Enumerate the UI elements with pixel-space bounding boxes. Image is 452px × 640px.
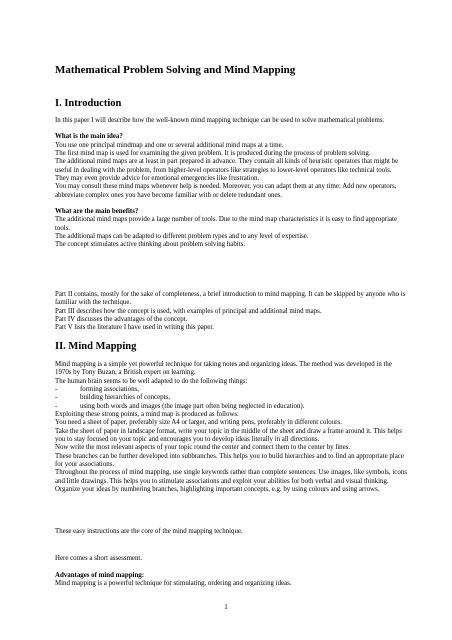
list-item: - building hierarchies of concepts, [55, 394, 170, 402]
advantages-paragraph: Mind mapping is a powerful technique for stimulating, ordering and organizing ideas. [55, 580, 292, 588]
mind-mapping-paragraph-3: Exploiting these strong points, a mind map is produced as follows: [55, 411, 239, 419]
main-idea-paragraph-3: The additional mind maps are at least in part prepared in advance. They contain all kinds of heuristic operators that might be useful in dealing with the problem, from higher-level operators like strategies to lower-level operators like technical tools. They may even provide advice for emotional emergencies like frustration. [55, 158, 399, 183]
mind-mapping-core-note: These easy instructions are the core of the mind mapping technique. [55, 528, 243, 535]
section-heading-introduction: I. Introduction [55, 98, 122, 109]
list-item: - forming associations, [55, 386, 139, 394]
introduction-body [55, 117, 407, 250]
mind-mapping-body [55, 361, 407, 495]
main-idea-paragraph-1: You use one principal mindmap and one or several additional mind maps at a time. [55, 141, 284, 149]
mind-mapping-paragraph-9: Organize your ideas by numbering branches, highlighting important concepts, e.g. by using colours and using arrows. [55, 486, 380, 494]
outline-part-4: Part IV discusses the advantages of the concept. [55, 316, 188, 324]
advantages-section [55, 572, 407, 589]
benefits-paragraph-2: The additional maps can be adapted to different problem types and to any level of expertise. [55, 233, 309, 241]
paper-outline [55, 291, 407, 333]
mind-mapping-paragraph-7: These branches can be further developed into subbranches. This helps you to build hierarchies and to find an appropriate place for your associations. [55, 452, 404, 469]
outline-part-3: Part III describes how the concept is used, with examples of principal and additional mind maps. [55, 307, 322, 315]
main-idea-paragraph-4: You may consult these mind maps whenever help is needed. Moreover, you can adapt them at any time: Add new operators, abbreviate complex ones you have become familiar with or delete redundant ones. [55, 183, 397, 199]
section-heading-mind-mapping: II. Mind Mapping [55, 341, 137, 352]
subheading-main-benefits: What are the main benefits? [55, 208, 139, 216]
assessment-intro: Here comes a short assessment. [55, 555, 143, 562]
mind-mapping-paragraph-8: Throughout the process of mind mapping, use single keywords rather than complete sentences. Use images, like symbols, icons and little drawings. This helps you to stimulate associations and exploit your abilities for both verbal and visual thinking. [55, 469, 407, 485]
outline-part-5: Part V lists the literature I have used in writing this paper. [55, 324, 214, 332]
benefits-paragraph-1: The additional mind maps provide a large number of tools. Due to the mind map characteristics it is easy to find appropriate tools. [55, 216, 398, 232]
mind-mapping-paragraph-2: The human brain seems to be well adapted to do the following things: [55, 377, 248, 385]
subheading-main-idea: What is the main idea? [55, 133, 123, 141]
main-idea-paragraph-2: The first mind map is used for examining the given problem. It is produced during the process of problem solving. [55, 150, 371, 158]
mind-mapping-paragraph-5: Take the sheet of paper in landscape format, write your topic in the middle of the sheet and draw a frame around it. This helps you to stay focused on your topic and encourages you to develop ideas literally in all directions. [55, 427, 402, 444]
outline-part-2: Part II contains, mostly for the sake of completeness, a brief introduction to mind mapping. It can be skipped by anyone who is familiar with the technique. [55, 291, 406, 307]
mind-mapping-paragraph-6: Now write the most relevant aspects of your topic round the center and connect them to the center by lines. [55, 444, 351, 452]
mind-mapping-paragraph-4: You need a sheet of paper, preferably size A4 or larger, and writing pens, preferably in different colours. [55, 419, 342, 427]
benefits-paragraph-3: The concept stimulates active thinking about problem solving habits. [55, 241, 246, 249]
paper-title: Mathematical Problem Solving and Mind Mapping [55, 64, 296, 76]
page-number: 1 [224, 603, 228, 611]
intro-paragraph: In this paper I will describe how the well-known mind mapping technique can be used to solve mathematical problems. [55, 117, 385, 124]
mind-mapping-paragraph-1: Mind mapping is a simple yet powerful technique for taking notes and organizing ideas. The method was developed in the 1970s by Tony Buzan, a British expert on learning. [55, 361, 392, 377]
subheading-advantages: Advantages of mind mapping: [55, 572, 145, 579]
list-item: - using both words and images (the image part often being neglected in education). [55, 402, 305, 410]
